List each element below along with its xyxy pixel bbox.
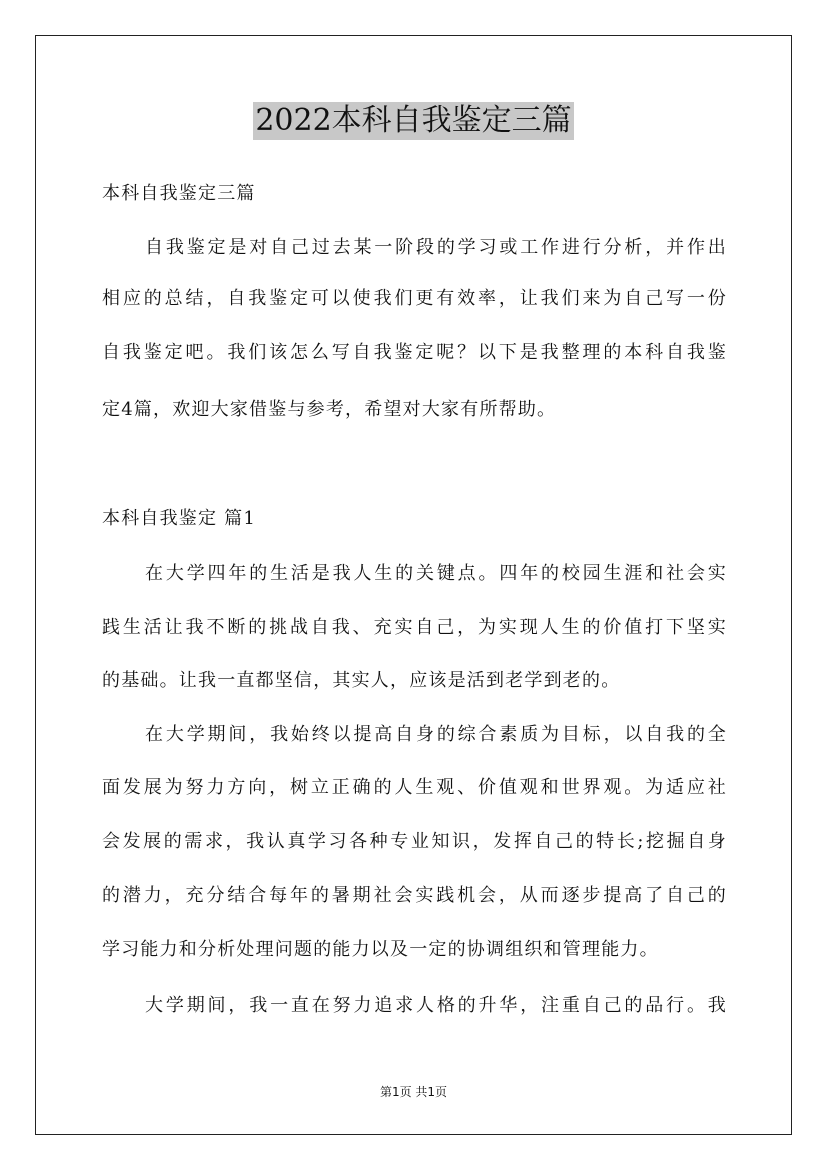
para2-line-3: 会发展的需求，我认真学习各种专业知识，发挥自己的特长;挖掘自身	[102, 831, 727, 852]
para3-line-1: 大学期间，我一直在努力追求人格的升华，注重自己的品行。我	[145, 995, 727, 1016]
para1-line-3: 的基础。让我一直都坚信，其实人，应该是活到老学到老的。	[102, 670, 621, 691]
page-number-label: 第1页 共1页	[379, 1085, 448, 1099]
document-subtitle: 本科自我鉴定三篇	[102, 183, 256, 204]
para2-line-1: 在大学期间，我始终以提高自身的综合素质为目标，以自我的全	[145, 724, 727, 745]
para1-line-1: 在大学四年的生活是我人生的关键点。四年的校园生涯和社会实	[145, 563, 727, 584]
intro-line-3: 自我鉴定吧。我们该怎么写自我鉴定呢？以下是我整理的本科自我鉴	[102, 342, 727, 363]
intro-line-1: 自我鉴定是对自己过去某一阶段的学习或工作进行分析，并作出	[145, 237, 727, 258]
intro-line-4: 定4篇，欢迎大家借鉴与参考，希望对大家有所帮助。	[102, 399, 557, 420]
para2-line-5: 学习能力和分析处理问题的能力以及一定的协调组织和管理能力。	[102, 939, 659, 960]
para2-line-4: 的潜力，充分结合每年的暑期社会实践机会，从而逐步提高了自己的	[102, 885, 727, 906]
intro-line-2: 相应的总结，自我鉴定可以使我们更有效率，让我们来为自己写一份	[102, 288, 727, 309]
document-title: 2022本科自我鉴定三篇	[255, 103, 572, 138]
section-heading-1: 本科自我鉴定 篇1	[102, 508, 256, 529]
para1-line-2: 践生活让我不断的挑战自我、充实自己，为实现人生的价值打下坚实	[102, 617, 727, 638]
para2-line-2: 面发展为努力方向，树立正确的人生观、价值观和世界观。为适应社	[102, 777, 727, 798]
title-container	[0, 102, 827, 140]
page-footer	[0, 1083, 827, 1100]
